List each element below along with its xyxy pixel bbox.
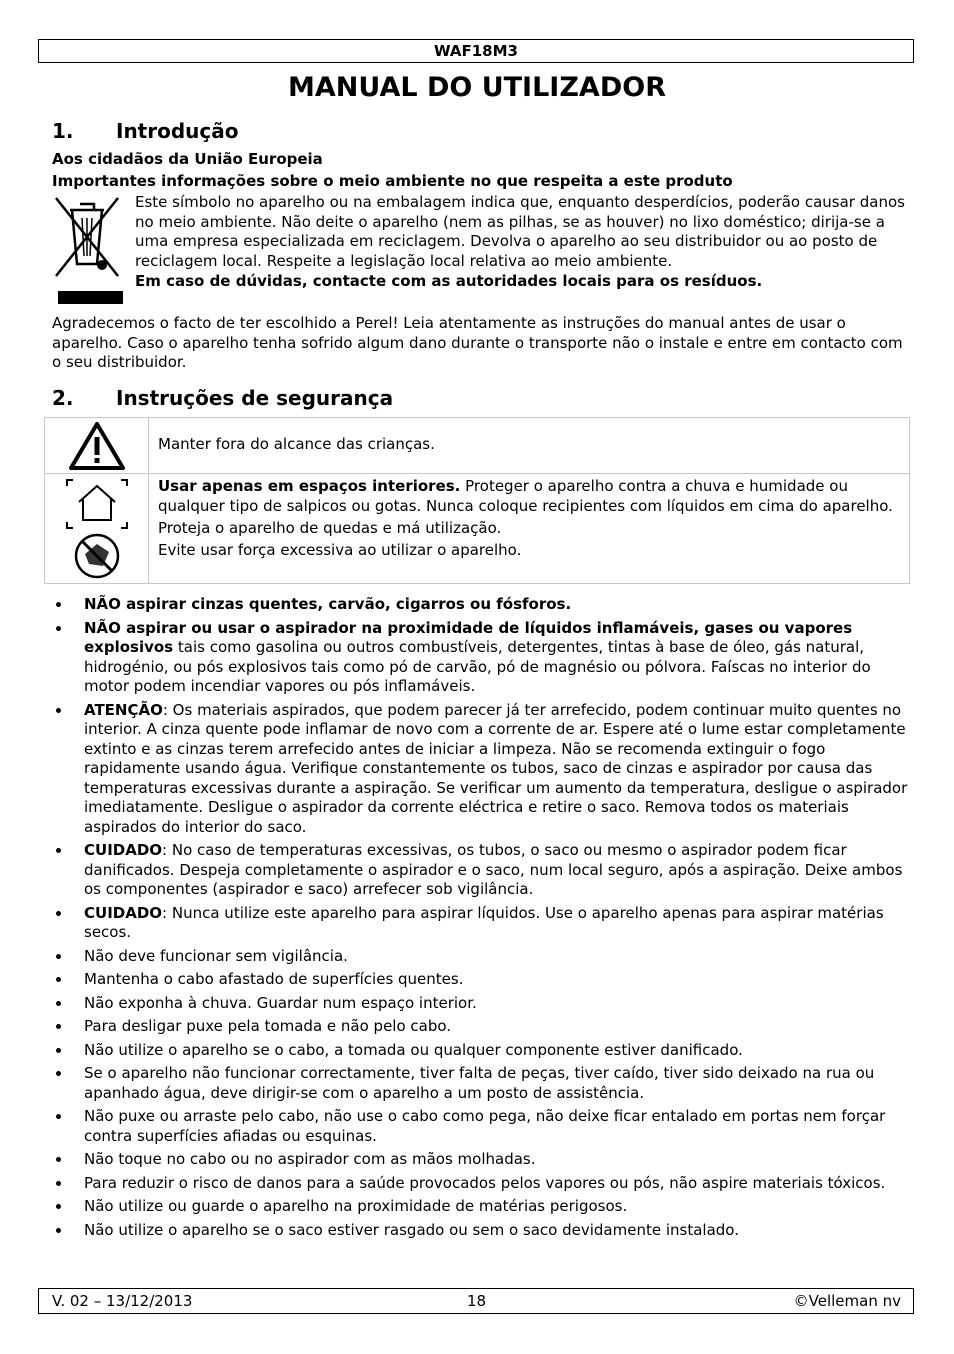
weee-black-bar [58, 291, 123, 304]
bullet-text: : Nunca utilize este aparelho para aspirar líquidos. Use o aparelho apenas para aspirar matérias secos. [84, 903, 884, 941]
protect-falls-text: Proteja o aparelho de quedas e má utilização. [158, 519, 502, 537]
indoor-house-icon [65, 478, 129, 530]
weee-contact-note: Em caso de dúvidas, contacte com as autoridades locais para os resíduos. [135, 272, 763, 290]
section-1-number: 1. [52, 119, 74, 143]
page-footer [38, 1288, 914, 1314]
footer-copyright: ©Velleman nv [793, 1292, 901, 1310]
bullet-bold-lead: CUIDADO [84, 841, 163, 859]
warning-triangle-icon [68, 421, 126, 471]
subheading-eu-citizens: Aos cidadãos da União Europeia [52, 150, 323, 168]
list-item: Não toque no cabo ou no aspirador com as mãos molhadas. [52, 1150, 912, 1170]
bullet-bold-lead: CUIDADO [84, 903, 163, 922]
indoor-use-text: Proteger o aparelho contra a chuva e humidade ou qualquer tipo de salpicos ou gotas. Nunca coloque recipientes com líquidos em cima do aparelho. [158, 477, 893, 515]
list-item [52, 619, 912, 697]
safety-row-children [45, 418, 909, 474]
subheading-environment: Importantes informações sobre o meio ambiente no que respeita a este produto [52, 172, 733, 190]
list-item: Não utilize ou guarde o aparelho na proximidade de matérias perigosos. [52, 1197, 912, 1217]
intro-thanks-paragraph: Agradecemos o facto de ter escolhido a Perel! Leia atentamente as instruções do manual antes de usar o aparelho. Caso o aparelho tenha sofrido algum dano durante o transporte não o instale e entre em contacto com o seu distribuidor. [52, 314, 903, 371]
safety-icons-cell [45, 474, 149, 583]
list-item: Não utilize o aparelho se o cabo, a tomada ou qualquer componente estiver danificado. [52, 1041, 912, 1061]
avoid-force-text: Evite usar força excessiva ao utilizar o aparelho. [158, 540, 522, 559]
bullet-text: tais como gasolina ou outros combustíveis, detergentes, tintas à base de óleo, gás natural, hidrogénio, ou pós explosivos tais como pó de carvão, pó de magnésio ou pólvora. Faíscas no interior do motor podem incendiar vapores ou pós inflamáveis. [84, 638, 871, 695]
footer-page-number: 18 [467, 1292, 487, 1310]
indoor-use-bold: Usar apenas em espaços interiores. [158, 477, 461, 495]
list-item: Se o aparelho não funcionar correctamente, tiver falta de peças, tiver caído, tiver sido deixado na rua ou apanhado água, deve dirigir-se com o aparelho a um posto de assistência. [52, 1064, 912, 1103]
list-item: Para desligar puxe pela tomada e não pelo cabo. [52, 1017, 912, 1037]
bullet-text: : Os materiais aspirados, que podem parecer já ter arrefecido, podem continuar muito quentes no interior. A cinza quente pode inflamar de novo com a corrente de ar. Espere até o lume estar completamente extinto e as cinzas terem arrefecido antes de iniciar a limpeza. Não se recomenda extinguir o fogo rapidamente usando água. Verifique constantemente os tubos, saco de cinzas e aspirador por causa das temperaturas excessivas durante a aspiração. Se verificar um aumento da temperatura, desligue o aspirador imediatamente. Desligue o aspirador da corrente eléctrica e retire o saco. Remova todos os materiais aspirados do interior do saco. [84, 700, 908, 836]
safety-icon-cell [45, 418, 149, 473]
list-item: Não utilize o aparelho se o saco estiver rasgado ou sem o saco devidamente instalado. [52, 1221, 912, 1241]
list-item [52, 904, 912, 943]
weee-crossed-bin-icon [52, 194, 122, 284]
list-item: NÃO aspirar cinzas quentes, carvão, cigarros ou fósforos. [52, 595, 912, 615]
section-1-title: Introdução [116, 119, 239, 143]
list-item [52, 841, 912, 900]
list-item: Não exponha à chuva. Guardar num espaço interior. [52, 994, 912, 1014]
list-item: Mantenha o cabo afastado de superfícies quentes. [52, 970, 912, 990]
list-item [52, 701, 912, 838]
bullet-bold-lead: ATENÇÃO [84, 700, 163, 719]
safety-row1-text: Manter fora do alcance das crianças. [158, 435, 435, 454]
section-2-heading [52, 385, 393, 411]
safety-row2-paragraph [158, 477, 901, 516]
safety-bullet-list [52, 595, 912, 1244]
safety-row-indoor [45, 474, 909, 583]
section-2-title: Instruções de segurança [116, 386, 394, 410]
list-item: Não puxe ou arraste pelo cabo, não use o cabo como pega, não deixe ficar entalado em portas nem forçar contra superfícies afiadas ou esquinas. [52, 1107, 912, 1146]
page-title: MANUAL DO UTILIZADOR [288, 72, 666, 103]
section-2-number: 2. [52, 386, 74, 410]
section-1-heading [52, 118, 239, 144]
safety-table [44, 417, 910, 584]
header-model: WAF18M3 [38, 39, 914, 63]
footer-version: V. 02 – 13/12/2013 [52, 1292, 193, 1310]
list-item: Não deve funcionar sem vigilância. [52, 947, 912, 967]
bullet-bold-lead: NÃO aspirar ou usar o aspirador na proximidade de líquidos inflamáveis, gases ou vapores explosivos [84, 618, 853, 656]
weee-description: Este símbolo no aparelho ou na embalagem indica que, enquanto desperdícios, poderão causar danos no meio ambiente. Não deite o aparelho (nem as pilhas, se as houver) no lixo doméstico; dirija-se a uma empresa especializada em reciclagem. Devolva o aparelho ao seu distribuidor ou ao posto de reciclagem local. Respeite a legislação local relativa ao meio ambiente. [135, 193, 905, 270]
weee-paragraph [135, 193, 905, 292]
list-item: Para reduzir o risco de danos para a saúde provocados pelos vapores ou pós, não aspire materiais tóxicos. [52, 1174, 912, 1194]
no-drop-icon [73, 532, 121, 580]
bullet-text: : No caso de temperaturas excessivas, os tubos, o saco ou mesmo o aspirador podem ficar danificados. Despeja completamente o aspirador e o saco, num local seguro, após a aspiração. Deixe ambos os componentes (aspirador e saco) arrefecer sob vigilância. [84, 841, 903, 898]
